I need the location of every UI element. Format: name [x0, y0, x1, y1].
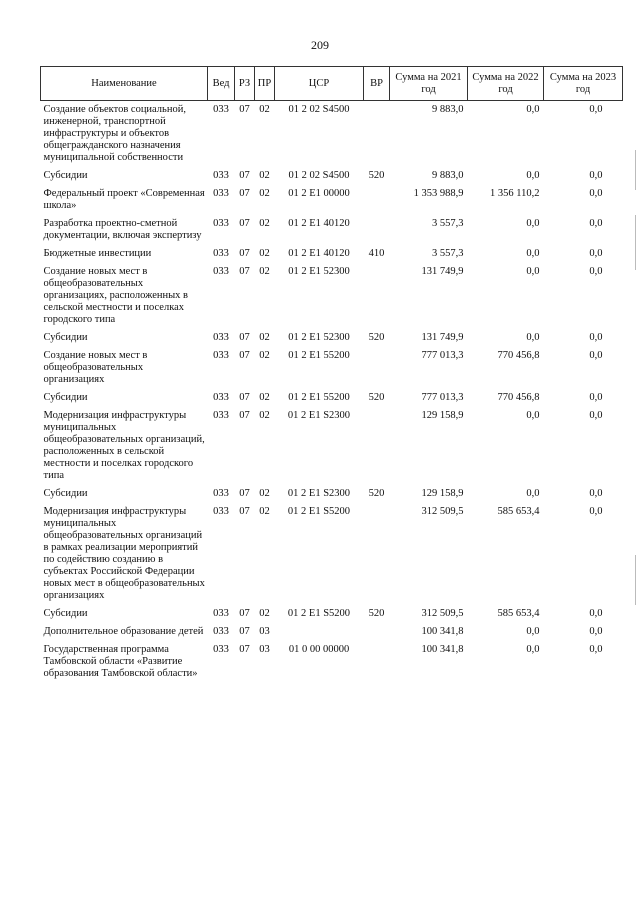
table-header-row	[41, 67, 623, 101]
scan-margin-mark	[635, 215, 636, 270]
cell-ved: 033	[213, 392, 229, 403]
cell-sum-2023: 0,0	[589, 188, 603, 199]
cell-ved: 033	[213, 170, 229, 181]
cell-csr: 01 2 Е1 S2300	[287, 410, 351, 421]
cell-sum-2022: 585 653,4	[497, 608, 540, 619]
cell-rz: 07	[239, 626, 250, 637]
cell-vr: 520	[368, 392, 385, 403]
cell-rz: 07	[239, 104, 250, 115]
cell-csr: 01 2 Е1 S2300	[287, 488, 351, 499]
cell-sum-2022: 0,0	[526, 266, 540, 277]
cell-rz: 07	[239, 410, 250, 421]
table-row	[41, 101, 623, 171]
cell-ved: 033	[213, 488, 229, 499]
cell-ved: 033	[213, 218, 229, 229]
cell-vr	[364, 410, 390, 488]
cell-sum-2021: 129 158,9	[421, 410, 464, 421]
table-row	[41, 266, 623, 332]
cell-sum-2022: 0,0	[526, 626, 540, 637]
table-body	[41, 101, 623, 687]
table-row	[41, 644, 623, 686]
cell-sum-2023: 0,0	[589, 332, 603, 343]
cell-pr: 02	[259, 170, 270, 181]
header-sum-2023: Сумма на 2023 год	[544, 67, 623, 101]
cell-pr: 02	[259, 350, 270, 361]
cell-ved: 033	[213, 248, 229, 259]
table-row	[41, 170, 623, 188]
cell-sum-2021: 100 341,8	[421, 644, 464, 655]
cell-sum-2021: 131 749,9	[421, 332, 464, 343]
cell-sum-2023: 0,0	[589, 506, 603, 517]
scan-margin-mark	[635, 150, 636, 190]
cell-vr: 520	[368, 488, 385, 499]
cell-pr: 02	[259, 188, 270, 199]
cell-pr: 03	[259, 644, 270, 655]
cell-ved: 033	[213, 644, 229, 655]
cell-name: Субсидии	[43, 170, 88, 181]
cell-name: Субсидии	[43, 392, 88, 403]
cell-ved: 033	[213, 188, 229, 199]
table-row	[41, 188, 623, 218]
cell-sum-2021: 129 158,9	[421, 488, 464, 499]
cell-rz: 07	[239, 218, 250, 229]
cell-sum-2022: 0,0	[526, 488, 540, 499]
cell-rz: 07	[239, 644, 250, 655]
cell-sum-2022: 770 456,8	[497, 350, 540, 361]
cell-sum-2023: 0,0	[589, 392, 603, 403]
table-row	[41, 626, 623, 644]
cell-pr: 03	[259, 626, 270, 637]
header-ved: Вед	[208, 67, 235, 101]
cell-rz: 07	[239, 266, 250, 277]
cell-name: Создание объектов социальной, инженерной, транспортной инфраструктуры и объектов общегражданского назначения муниципальной собственности	[43, 104, 186, 163]
cell-name: Субсидии	[43, 332, 88, 343]
table-row	[41, 488, 623, 506]
table-row	[41, 392, 623, 410]
cell-name: Бюджетные инвестиции	[43, 248, 152, 259]
header-sum-2021: Сумма на 2021 год	[390, 67, 468, 101]
cell-name: Модернизация инфраструктуры муниципальных общеобразовательных организаций в рамках реализации мероприятий по содействию созданию в субъектах Российской Федерации новых мест в общеобразовательных организациях	[43, 506, 205, 601]
cell-vr	[364, 218, 390, 248]
cell-sum-2023: 0,0	[589, 410, 603, 421]
cell-vr: 520	[368, 608, 385, 619]
header-vr: ВР	[364, 67, 390, 101]
cell-sum-2023: 0,0	[589, 626, 603, 637]
cell-sum-2021: 1 353 988,9	[413, 188, 464, 199]
header-rz: РЗ	[235, 67, 255, 101]
cell-csr: 01 2 Е1 55200	[288, 350, 350, 361]
cell-csr: 01 0 00 00000	[288, 644, 350, 655]
cell-sum-2023: 0,0	[589, 266, 603, 277]
cell-pr: 02	[259, 410, 270, 421]
cell-rz: 07	[239, 350, 250, 361]
cell-csr: 01 2 Е1 00000	[288, 188, 350, 199]
cell-csr: 01 2 Е1 40120	[288, 248, 350, 259]
cell-name: Федеральный проект «Современная школа»	[43, 188, 205, 211]
cell-pr: 02	[259, 392, 270, 403]
cell-ved: 033	[213, 506, 229, 517]
cell-name: Создание новых мест в общеобразовательных организациях, расположенных в сельской местности и поселках городского типа	[43, 266, 189, 325]
cell-ved: 033	[213, 104, 229, 115]
cell-sum-2022: 0,0	[526, 644, 540, 655]
cell-vr: 520	[368, 170, 385, 181]
cell-sum-2022: 585 653,4	[497, 506, 540, 517]
cell-sum-2021: 100 341,8	[421, 626, 464, 637]
cell-sum-2021: 131 749,9	[421, 266, 464, 277]
cell-name: Государственная программа Тамбовской области «Развитие образования Тамбовской области»	[43, 644, 198, 679]
cell-csr: 01 2 Е1 52300	[288, 266, 350, 277]
table-row	[41, 332, 623, 350]
table-row	[41, 506, 623, 608]
cell-sum-2022: 0,0	[526, 104, 540, 115]
cell-pr: 02	[259, 104, 270, 115]
cell-rz: 07	[239, 392, 250, 403]
cell-vr	[364, 188, 390, 218]
cell-csr: 01 2 02 S4500	[288, 170, 350, 181]
cell-name: Субсидии	[43, 608, 88, 619]
cell-vr	[364, 350, 390, 392]
cell-pr: 02	[259, 218, 270, 229]
cell-name: Разработка проектно-сметной документации, включая экспертизу	[43, 218, 202, 241]
table-row	[41, 608, 623, 626]
cell-sum-2022: 0,0	[526, 410, 540, 421]
cell-sum-2023: 0,0	[589, 350, 603, 361]
cell-sum-2023: 0,0	[589, 170, 603, 181]
cell-vr	[364, 644, 390, 686]
cell-csr	[275, 626, 364, 644]
cell-sum-2021: 777 013,3	[421, 350, 464, 361]
cell-rz: 07	[239, 608, 250, 619]
cell-vr: 410	[368, 248, 385, 259]
cell-name: Дополнительное образование детей	[43, 626, 204, 637]
cell-vr	[364, 101, 390, 171]
cell-vr	[364, 266, 390, 332]
cell-sum-2023: 0,0	[589, 218, 603, 229]
cell-rz: 07	[239, 332, 250, 343]
cell-vr	[364, 506, 390, 608]
header-sum-2022: Сумма на 2022 год	[468, 67, 544, 101]
cell-ved: 033	[213, 410, 229, 421]
cell-pr: 02	[259, 506, 270, 517]
cell-ved: 033	[213, 266, 229, 277]
header-csr: ЦСР	[275, 67, 364, 101]
header-pr: ПР	[255, 67, 275, 101]
cell-sum-2022: 0,0	[526, 218, 540, 229]
cell-sum-2023: 0,0	[589, 644, 603, 655]
cell-sum-2022: 0,0	[526, 170, 540, 181]
cell-rz: 07	[239, 188, 250, 199]
cell-sum-2021: 777 013,3	[421, 392, 464, 403]
cell-rz: 07	[239, 170, 250, 181]
cell-sum-2023: 0,0	[589, 104, 603, 115]
page-number: 209	[311, 38, 329, 52]
cell-ved: 033	[213, 332, 229, 343]
cell-sum-2022: 770 456,8	[497, 392, 540, 403]
cell-pr: 02	[259, 488, 270, 499]
cell-name: Создание новых мест в общеобразовательных организациях	[43, 350, 148, 385]
cell-rz: 07	[239, 248, 250, 259]
cell-vr: 520	[368, 332, 385, 343]
cell-csr: 01 2 Е1 S5200	[287, 608, 351, 619]
cell-ved: 033	[213, 608, 229, 619]
header-name: Наименование	[41, 67, 208, 101]
cell-name: Субсидии	[43, 488, 88, 499]
cell-sum-2021: 312 509,5	[421, 506, 464, 517]
table-row	[41, 218, 623, 248]
table-row	[41, 248, 623, 266]
cell-ved: 033	[213, 626, 229, 637]
cell-sum-2022: 1 356 110,2	[490, 188, 540, 199]
cell-csr: 01 2 02 S4500	[288, 104, 350, 115]
table-row	[41, 350, 623, 392]
cell-csr: 01 2 Е1 55200	[288, 392, 350, 403]
cell-sum-2021: 312 509,5	[421, 608, 464, 619]
cell-sum-2021: 9 883,0	[432, 104, 464, 115]
cell-name: Модернизация инфраструктуры муниципальных общеобразовательных организаций, расположенных в сельской местности и поселках городского типа	[43, 410, 205, 481]
cell-pr: 02	[259, 332, 270, 343]
cell-rz: 07	[239, 488, 250, 499]
table-row	[41, 410, 623, 488]
budget-table	[40, 66, 623, 686]
cell-sum-2023: 0,0	[589, 608, 603, 619]
cell-sum-2021: 3 557,3	[432, 248, 464, 259]
cell-csr: 01 2 Е1 52300	[288, 332, 350, 343]
cell-vr	[364, 626, 390, 644]
cell-ved: 033	[213, 350, 229, 361]
cell-pr: 02	[259, 608, 270, 619]
cell-sum-2021: 9 883,0	[432, 170, 464, 181]
cell-pr: 02	[259, 266, 270, 277]
cell-sum-2023: 0,0	[589, 248, 603, 259]
cell-sum-2021: 3 557,3	[432, 218, 464, 229]
cell-sum-2022: 0,0	[526, 248, 540, 259]
cell-sum-2022: 0,0	[526, 332, 540, 343]
cell-csr: 01 2 Е1 S5200	[287, 506, 351, 517]
cell-rz: 07	[239, 506, 250, 517]
cell-pr: 02	[259, 248, 270, 259]
cell-csr: 01 2 Е1 40120	[288, 218, 350, 229]
cell-sum-2023: 0,0	[589, 488, 603, 499]
scan-margin-mark	[635, 555, 636, 605]
